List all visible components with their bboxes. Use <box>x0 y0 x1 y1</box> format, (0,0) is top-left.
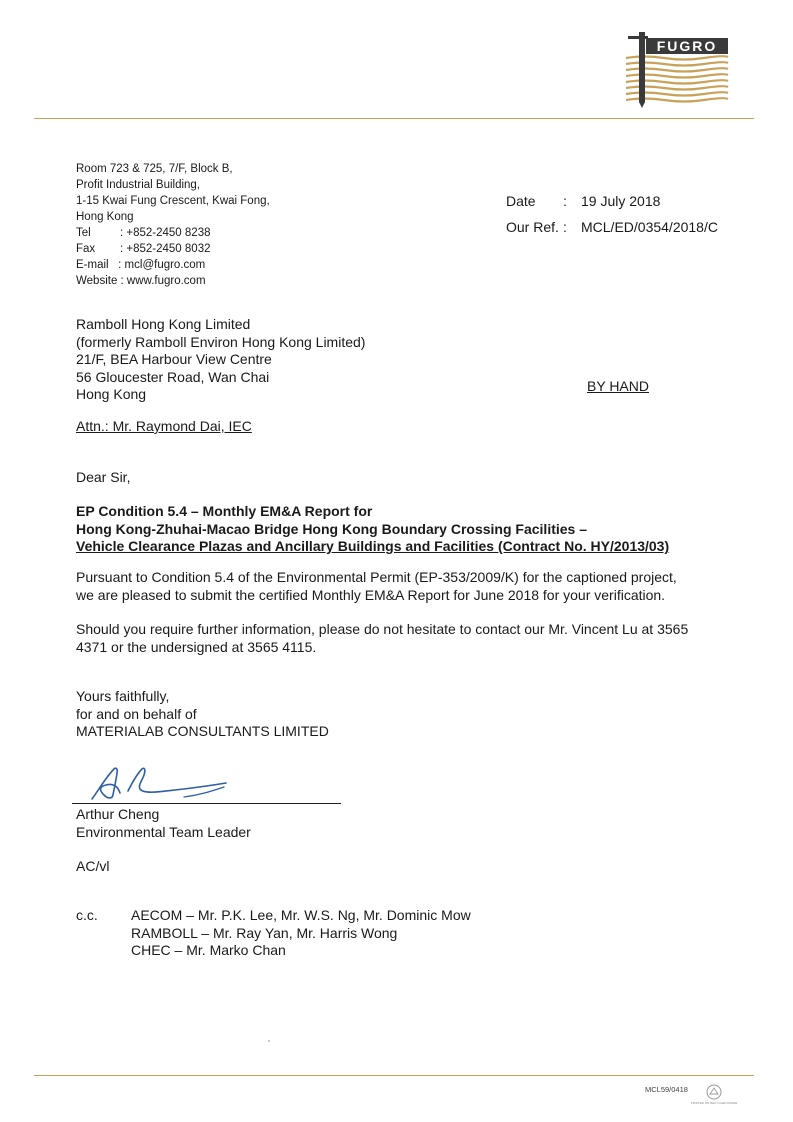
subject-heading <box>76 503 669 556</box>
closing-block <box>76 688 329 741</box>
signer-title: Environmental Team Leader <box>76 823 251 840</box>
subject-line: Hong Kong-Zhuhai-Macao Bridge Hong Kong Boundary Crossing Facilities – <box>76 520 588 537</box>
date-value: 19 July 2018 <box>581 193 661 209</box>
header-rule <box>34 118 754 119</box>
paragraph-line: Should you require further information, please do not hesitate to contact our Mr. Vincent Lu at 3565 <box>76 621 689 637</box>
ref-label: Our Ref. <box>506 219 559 235</box>
cc-recipient: RAMBOLL – Mr. Ray Yan, Mr. Harris Wong <box>131 924 398 941</box>
subject-line-underlined: Vehicle Clearance Plazas and Ancillary Buildings and Facilities (Contract No. HY/2013/03) <box>76 538 670 554</box>
signature-line <box>72 803 341 804</box>
cc-recipient: AECOM – Mr. P.K. Lee, Mr. W.S. Ng, Mr. Dominic Mow <box>131 907 471 923</box>
salutation: Dear Sir, <box>76 469 131 485</box>
subject-line: EP Condition 5.4 – Monthly EM&A Report for <box>76 503 373 519</box>
paragraph-line: 4371 or the undersigned at 3565 4115. <box>76 638 317 655</box>
footer-rule <box>34 1075 754 1076</box>
form-code: MCL59/0418 <box>645 1085 688 1094</box>
cc-recipient: CHEC – Mr. Marko Chan <box>131 942 286 958</box>
recipient-line: Hong Kong <box>76 386 147 402</box>
sender-address-line: 1-15 Kwai Fung Crescent, Kwai Fong, <box>76 195 270 207</box>
tel-value: : +852-2450 8238 <box>120 227 211 239</box>
paragraph-line: Pursuant to Condition 5.4 of the Environmental Permit (EP-353/2009/K) for the captioned project, <box>76 569 677 585</box>
handwritten-signature <box>84 763 234 805</box>
sender-address-line: Profit Industrial Building, <box>76 179 201 191</box>
fax-label: Fax <box>76 243 96 255</box>
ref-row <box>506 214 718 240</box>
closing-line: for and on behalf of <box>76 705 197 722</box>
closing-line: MATERIALAB CONSULTANTS LIMITED <box>76 723 329 739</box>
body-paragraph-2 <box>76 621 726 656</box>
recycled-paper-icon <box>690 1083 738 1111</box>
ref-colon: : <box>563 219 567 235</box>
letter-meta <box>506 188 718 240</box>
sender-website: Website : www.fugro.com <box>76 275 206 287</box>
recipient-line: (formerly Ramboll Environ Hong Kong Limited) <box>76 333 366 350</box>
date-colon: : <box>563 193 567 209</box>
logo-wordmark: FUGRO <box>656 38 718 54</box>
cc-list <box>131 907 471 960</box>
sender-address-line: Hong Kong <box>76 211 134 223</box>
sender-fax <box>76 241 270 257</box>
sender-address-line: Room 723 & 725, 7/F, Block B, <box>76 163 233 175</box>
signer-block <box>76 806 251 841</box>
recipient-line: 56 Gloucester Road, Wan Chai <box>76 368 270 385</box>
recipient-address <box>76 316 365 404</box>
delivery-method: BY HAND <box>587 378 649 394</box>
sender-email: E-mail : mcl@fugro.com <box>76 259 206 271</box>
recycled-paper-label: PRINTED ON RECYCLED PAPER <box>690 1101 738 1105</box>
ref-value: MCL/ED/0354/2018/C <box>581 219 718 235</box>
recipient-line: Ramboll Hong Kong Limited <box>76 316 251 332</box>
signer-name: Arthur Cheng <box>76 806 160 822</box>
fax-value: : +852-2450 8032 <box>120 243 211 255</box>
recipient-line: 21/F, BEA Harbour View Centre <box>76 351 272 367</box>
paragraph-line: we are pleased to submit the certified Monthly EM&A Report for June 2018 for your verification. <box>76 586 666 603</box>
body-paragraph-1 <box>76 569 726 604</box>
cc-label: c.c. <box>76 907 98 923</box>
date-row <box>506 188 718 214</box>
tel-label: Tel <box>76 227 91 239</box>
sender-address <box>76 161 270 289</box>
reference-initials: AC/vl <box>76 858 110 874</box>
closing-line: Yours faithfully, <box>76 688 170 704</box>
sender-tel <box>76 225 270 241</box>
date-label: Date <box>506 193 536 209</box>
scan-speck <box>268 1040 270 1042</box>
fugro-logo <box>624 28 730 110</box>
attention-line: Attn.: Mr. Raymond Dai, IEC <box>76 418 252 434</box>
